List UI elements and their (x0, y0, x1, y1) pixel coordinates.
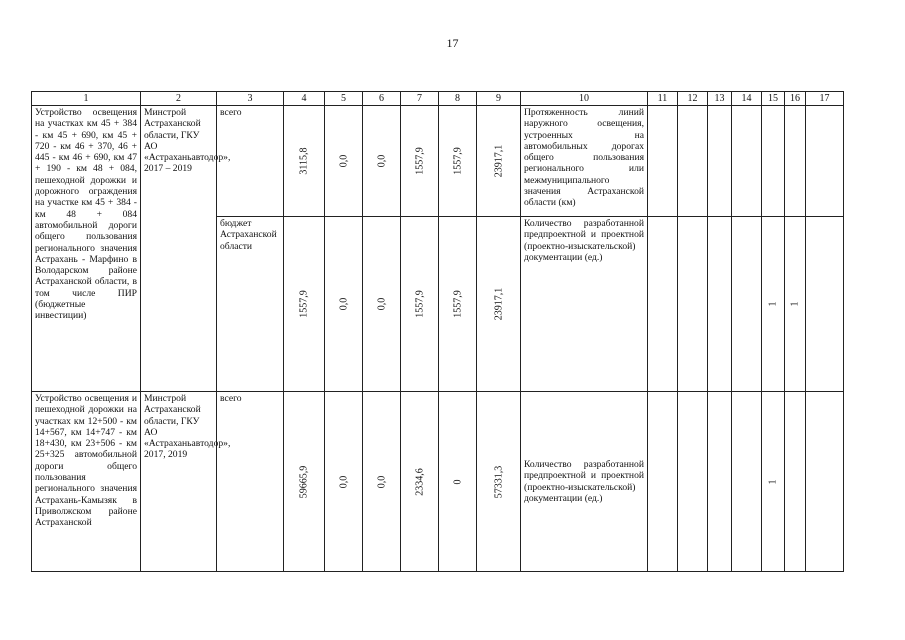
empty-cell (678, 392, 708, 572)
empty-cell (648, 217, 678, 392)
empty-cell (678, 106, 708, 217)
empty-cell (648, 106, 678, 217)
empty-cell (678, 217, 708, 392)
empty-cell (732, 217, 762, 392)
project-description: Устройство освещения и пешеходной дорожки на участках км 12+500 - км 14+567, км 14+747 - км 18+430, км 23+506 - км 25+325 автомобильной дороги общего пользования регионального значения Астрахань-Камызяк в Приволжском районе Астраханской (32, 392, 141, 572)
header-cell: 3 (217, 92, 284, 106)
header-cell: 2 (141, 92, 217, 106)
responsible-executor: Минстрой Астраханской области, ГКУ АО «Астраханьавтодор», 2017 – 2019 (141, 106, 217, 392)
header-cell: 5 (325, 92, 363, 106)
header-cell: 15 (762, 92, 785, 106)
value-cell: 1557,9 (439, 217, 477, 392)
header-cell: 9 (477, 92, 521, 106)
table-row (32, 106, 844, 217)
header-cell: 1 (32, 92, 141, 106)
value-cell: 0,0 (325, 106, 363, 217)
program-table (31, 91, 844, 572)
value-cell: 23917,1 (477, 217, 521, 392)
responsible-executor: Минстрой Астраханской области, ГКУ АО «Астраханьавтодор», 2017, 2019 (141, 392, 217, 572)
header-cell: 12 (678, 92, 708, 106)
empty-cell (708, 106, 732, 217)
value-cell: 1557,9 (401, 106, 439, 217)
project-description: Устройство освещения на участках км 45 + 384 - км 45 + 690, км 45 + 720 - км 46 + 370, 46 + 445 - км 46 + 690, км 47 + 190 - км 48 + 084, пешеходной дорожки и дорожного ограждения на участке км 45 + 384 - км 48 + 084 автомобильной дороги общего пользования регионального значения Астрахань - Марфино в Володарском районе Астраханской области, в том числе ПИР (бюджетные инвестиции) (32, 106, 141, 392)
header-cell: 16 (785, 92, 806, 106)
value-cell: 1557,9 (284, 217, 325, 392)
empty-cell (708, 217, 732, 392)
empty-cell (708, 392, 732, 572)
funding-source: всего (217, 392, 284, 572)
indicator-text: Протяженность линий наружного освещения, устроенных на автомобильных дорогах общего пользования регионального или межмуниципального значения Астраханской области (км) (521, 106, 648, 217)
value-cell: 1 (762, 217, 785, 392)
value-cell: 0,0 (325, 217, 363, 392)
indicator-text: Количество разработанной предпроектной и проектной (проектно-изыскательской) документации (ед.) (521, 217, 648, 392)
funding-source: всего (217, 106, 284, 217)
table-row (32, 392, 844, 572)
indicator-text: Количество разработанной предпроектной и проектной (проектно-изыскательской) документации (ед.) (521, 392, 648, 572)
value-cell: 1557,9 (401, 217, 439, 392)
value-cell: 0,0 (363, 392, 401, 572)
value-cell: 2334,6 (401, 392, 439, 572)
header-cell: 6 (363, 92, 401, 106)
empty-cell (732, 392, 762, 572)
header-cell: 11 (648, 92, 678, 106)
value-cell: 1557,9 (439, 106, 477, 217)
value-cell: 1 (785, 217, 806, 392)
value-cell: 0,0 (363, 217, 401, 392)
empty-cell (806, 392, 844, 572)
value-cell: 0,0 (325, 392, 363, 572)
value-cell: 57331,3 (477, 392, 521, 572)
header-cell: 4 (284, 92, 325, 106)
header-cell: 17 (806, 92, 844, 106)
header-cell: 8 (439, 92, 477, 106)
value-cell: 3115,8 (284, 106, 325, 217)
value-cell: 1 (762, 392, 785, 572)
empty-cell (762, 106, 785, 217)
empty-cell (806, 106, 844, 217)
empty-cell (785, 106, 806, 217)
page-number: 17 (446, 36, 459, 50)
header-row (32, 92, 844, 106)
funding-source: бюджет Астраханской области (217, 217, 284, 392)
value-cell: 0 (439, 392, 477, 572)
header-cell: 7 (401, 92, 439, 106)
value-cell: 23917,1 (477, 106, 521, 217)
empty-cell (732, 106, 762, 217)
value-cell: 0,0 (363, 106, 401, 217)
empty-cell (648, 392, 678, 572)
empty-cell (785, 392, 806, 572)
header-cell: 14 (732, 92, 762, 106)
value-cell: 59665,9 (284, 392, 325, 572)
header-cell: 13 (708, 92, 732, 106)
empty-cell (806, 217, 844, 392)
header-cell: 10 (521, 92, 648, 106)
